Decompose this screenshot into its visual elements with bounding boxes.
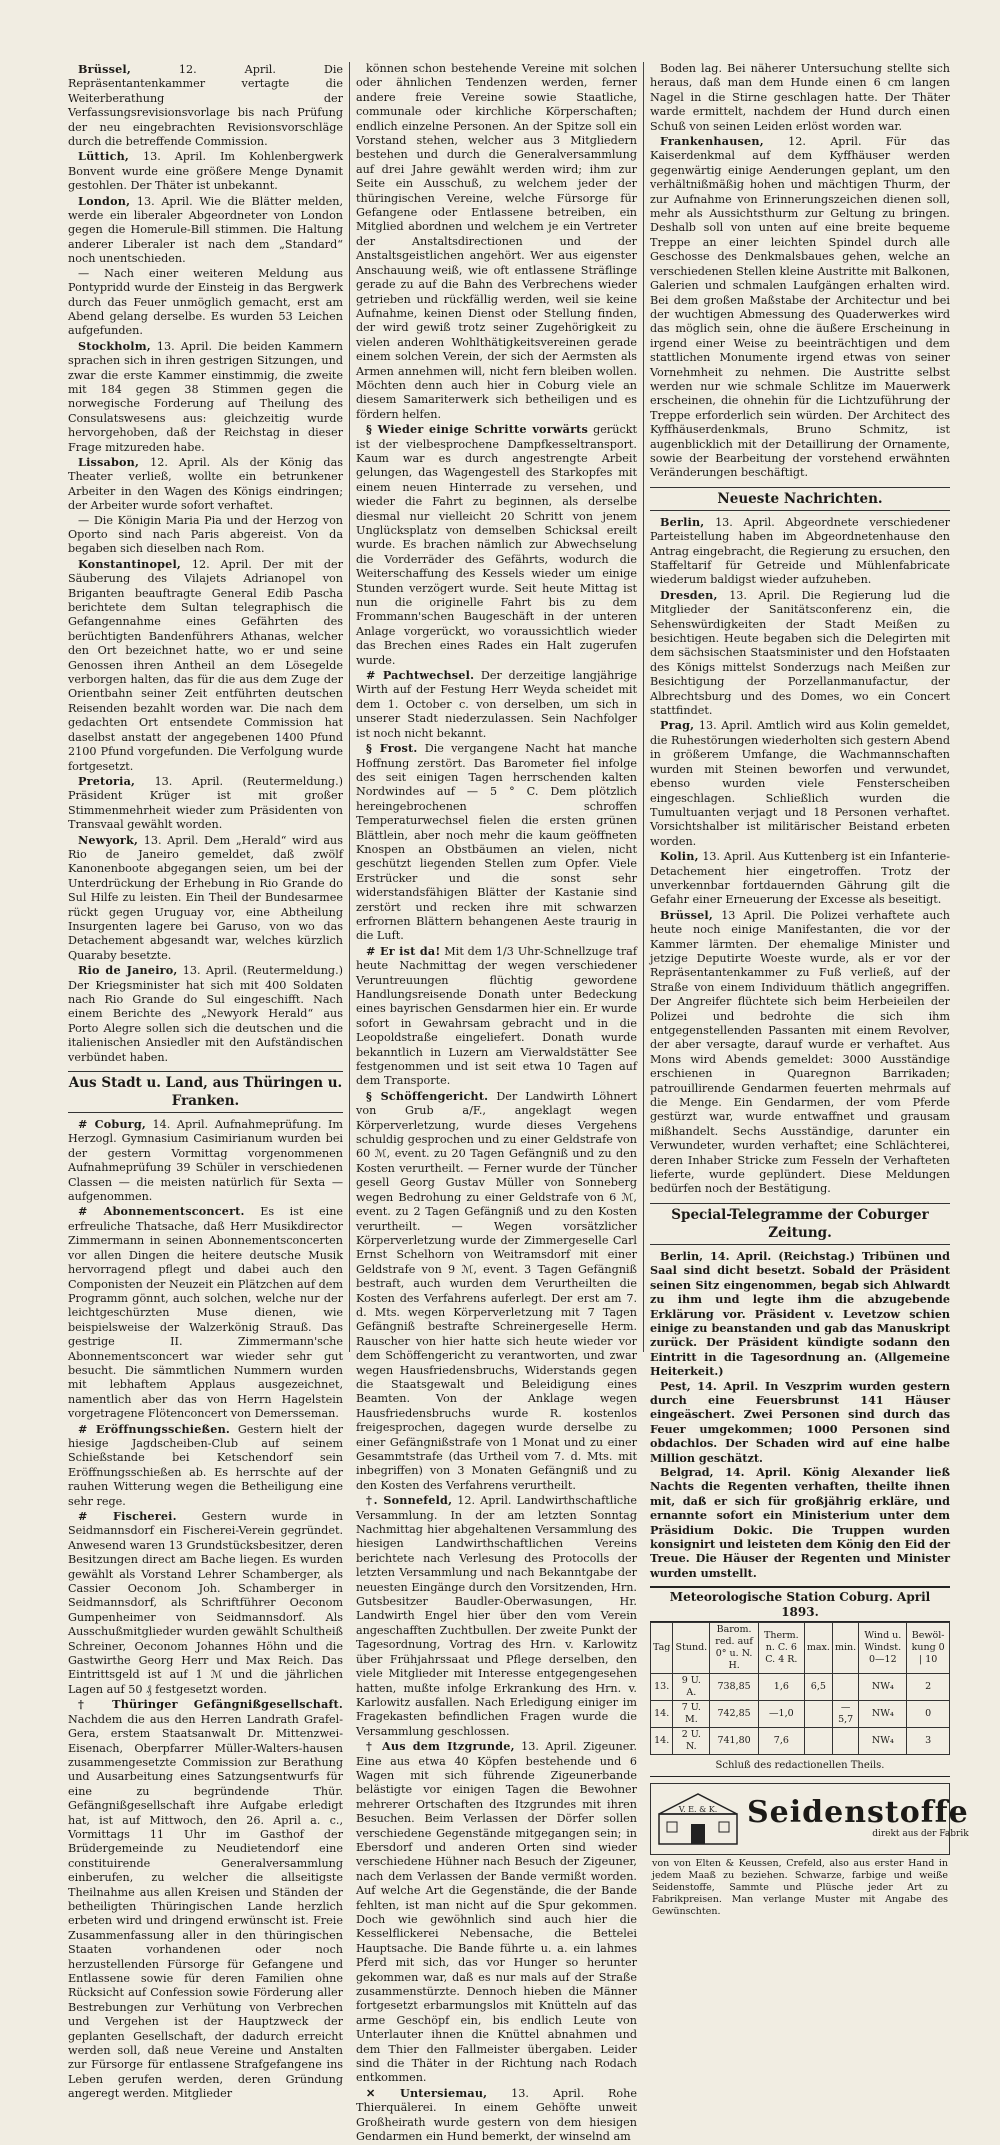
article-paragraph bbox=[356, 1493, 637, 1739]
section-title-latest: Neueste Nachrichten. bbox=[650, 487, 950, 511]
article-text: Gestern wurde in Seidmannsdorf ein Fischerei-Verein gegründet. Anwesend waren 13 Grundstücksbesitzer, deren Besitzungen direct am Bache liegen. Es wurden gewählt als Vorstand Lehrer Schamberger, als Cassier Oeconom Joh. Schamberger in Seidmannsdorf, als Schriftführer Oeconom Gumpenheimer von Seidmannsdorf. Als Ausschußmitglieder wurden gewählt Schultheiß Schreiner, Oeconom Johannes Höhn und die Gastwirthe Georg Herr und Max Reich. Das Eintrittsgeld ist auf 1 ℳ und die jährlichen Lagen auf 50 ₰ festgesetzt worden. bbox=[68, 1510, 344, 1696]
weather-station-title: Meteorologische Station Coburg. April 1893. bbox=[650, 1586, 950, 1622]
weather-cell: —5,7 bbox=[832, 1701, 858, 1728]
article-dateline: Stockholm, bbox=[78, 338, 151, 353]
article-text: 12. April. Der mit der Säuberung des Vilajets Adrianopel von Briganten beauftragte General Edib Pascha berichtete dem Sultan telegraphisch die Gefangennahme eines Gefährten des berüchtigten Bandenführers Athanas, welcher den Ort bezeichnet hatte, wo er und seine Genossen ihren Antheil an dem Lösegelde verborgen halten, das für die aus dem Zuge der Orientbahn seiner Zeit entführten deutschen Reisenden bezahlt worden war. Die nach dem gedachten Ort entsendete Commission hat daselbst anstatt der angegebenen 1400 Pfund 2100 Pfund vorgefunden. Die Verfolgung wurde fortgesetzt. bbox=[68, 557, 344, 773]
article-paragraph bbox=[356, 62, 637, 422]
article-text: 12. April. Landwirthschaftliche Versammlung. In der am letzten Sonntag Nachmittag hier abgehaltenen Versammlung des hiesigen Landwirthschaftlichen Vereins berichtete nach Verlesung des Protocolls der letzten Versammlung und nach Bekanntgabe der neuesten Eingänge durch den Vorsitzenden, Hrn. Gutsbesitzer Baudler-Oberwasungen, Hr. Landwirth Engel hier über den vom Verein angeschafften Zuchtbullen. Der zweite Punkt der Tagesordnung, Vortrag des Hrn. v. Karlowitz über Frühjahrssaat und Pflege derselben, den viele Mitglieder mit Interesse entgegengesehen hatten, mußte infolge Erkrankung des Hrn. v. Karlowitz ausfallen. Nach Erledigung einiger im Fragekasten befindlichen Fragen wurde die Versammlung geschlossen. bbox=[356, 1494, 638, 1738]
article-paragraph bbox=[68, 62, 343, 149]
article-paragraph bbox=[356, 668, 637, 741]
weather-column-header: max. bbox=[804, 1623, 832, 1674]
latest-news-list bbox=[650, 515, 950, 1197]
columns bbox=[68, 62, 969, 2144]
article-dateline: † Thüringer Gefängnißgesellschaft. bbox=[78, 1697, 344, 1712]
article-text: Die vergangene Nacht hat manche Hoffnung zerstört. Das Barometer fiel infolge des seit einigen Tagen herrschenden kalten Nordwindes auf — 5 ° C. Dem plötzlich hereingebrochenen schroffen Temperaturwechsel fielen die ersten grünen Blättlein, aber noch mehr die kaum geöffneten Knospen an Obstbäumen an vielen, nicht geschützt liegenden Stellen zum Opfer. Viele Erstrücker und die sonst sehr widerstandsfähigen Blätter der Kastanie sind zerstört und recken ihre mit schwarzen erfrornen Blättern behangenen Aeste traurig in die Luft. bbox=[356, 742, 638, 943]
article-text: 13. April. Aus Kuttenberg ist ein Infanterie-Detachement hier eingetroffen. Trotz der unverkennbar fortdauernden Gährung gilt die Gefahr einer Erneuerung der Excesse als beseitigt. bbox=[650, 850, 950, 907]
article-paragraph bbox=[650, 62, 950, 134]
weather-cell: NW₄ bbox=[859, 1701, 907, 1728]
article-text: 12. April. Für das Kaiserdenkmal auf dem Kyffhäuser werden gegenwärtig einige Aenderungen geplant, um den verhältnißmäßig hohen und mächtigen Thurm, der zur Aufnahme von Erinnerungszeichen dienen soll, mehr als Aussichtsthurm zur Geltung zu bringen. Deshalb soll von unten auf eine breite bequeme Treppe an einer leichten Spindel durch alle Geschosse des Denkmalsbaues gehen, welche an verschiedenen Stellen kleine Austritte mit Balkonen, Galerien und schmalen Laufgängen erhalten wird. Bei dem großen Maßstabe der Architectur und bei der wuchtigen Abmessung des Quaderwerkes wird das möglich sein, ohne die äußere Erscheinung in irgend einer Weise zu beeinträchtigen und dem stattlichen Monumente irgend etwas von seiner Vornehmheit zu nehmen. Die Austritte selbst werden nur wie schmale Schlitze im Mauerwerk erscheinen, die ohnehin für die Lichtzuführung der Treppe erforderlich sein würden. Der Architect des Kyffhäuserdenkmals, Bruno Schmitz, ist augenblicklich mit der Detaillirung der Ornamente, sowie der Bearbeitung der vorstehend erwähnten Veränderungen beschäftigt. bbox=[650, 135, 950, 480]
local-news-continued bbox=[356, 62, 637, 2145]
article-paragraph bbox=[356, 1739, 637, 2086]
article-dateline: †. Sonnefeld, bbox=[366, 1493, 453, 1508]
weather-column-header: Therm. n. C. 6 C. 4 R. bbox=[758, 1623, 804, 1674]
article-text: 13. April. Die beiden Kammern sprachen sich in ihren gestrigen Sitzungen, und zwar die erste Kammer einstimmig, die zweite mit 184 gegen 38 Stimmen gegen die norwegische Forderung auf Theilung des Consulatswesens aus: gleichzeitig wurde hervorgehoben, daß der Reichstag in dieser Frage mitzureden habe. bbox=[68, 339, 344, 454]
article-dateline: Pretoria, bbox=[78, 773, 136, 788]
telegram-item: Pest, 14. April. In Veszprim wurden gestern durch eine Feuersbrunst 141 Häuser eingeäschert. Zwei Personen sind durch das Feuer umgekommen; 1000 Personen sind obdachlos. Der Schaden wird auf eine halbe Million geschätzt. bbox=[650, 1378, 950, 1465]
article-text: 13. April. Amtlich wird aus Kolin gemeldet, die Ruhestörungen wiederholten sich gestern Abend in größerem Umfange, die Wachmannschaften wurden mit Steinen beworfen und verwundet, ebenso wurden viele Fensterscheiben eingeschlagen. Schließlich wurden die Tumultuanten verjagt und 18 Personen verhaftet. Vorsichtshalber ist militärischer Beistand erbeten worden. bbox=[650, 719, 950, 848]
telegram-list bbox=[650, 1249, 950, 1580]
article-paragraph bbox=[68, 267, 343, 339]
article-text: 13. April. Zigeuner. Eine aus etwa 40 Köpfen bestehende und 6 Wagen mit sich führende Zigeunerbande belästigte vor einigen Tagen die Bewohner mehrerer Ortschaften des Itzgrundes mit ihren Besuchen. Beim Verlassen der Dörfer sollen verschiedene Gegenstände mitgegangen sein; in Ebersdorf und anderen Orten sind wieder verschiedene Hühner nach Besuch der Zigeuner, nach dem Verlassen der Bande vermißt worden. Auf welche Art die Gegenstände, die der Bande fehlten, ist man nicht auf die Spur gekommen. Doch wie gewöhnlich sind auch hier die Kesselflickerei Nebensache, die Bettelei Hauptsache. Die Bande führte u. a. ein lahmes Pferd mit sich, das vor Hunger so herunter gekommen war, daß es nur mals auf der Straße zusammenstürzte. Dennoch hieben die Männer fortgesetzt erbarmungslos mit Knütteln auf das arme Geschöpf ein, bis endlich Leute von Unterlauter ihnen die Knüttel abnahmen und dem Thier den Fallmeister übergaben. Leider sind die Thäter in der Richtung nach Rodach entkommen. bbox=[356, 1740, 638, 2085]
article-dateline: # Er ist da! bbox=[366, 943, 441, 958]
article-text: Es ist eine erfreuliche Thatsache, daß Herr Musikdirector Zimmermann in seinen Abonnementsconcerten vor allen Dingen die heitere deutsche Musik hervorragend pflegt und dabei auch den Componisten der Neuzeit ein Plätzchen auf dem Programm gönnt, auch solchen, welche nur der leichtgeschürzten Muse dienen, wie beispielsweise der Walzerkönig Strauß. Das gestrige II. Zimmermann'sche Abonnementsconcert war wieder sehr gut besucht. Die sämmtlichen Nummern wurden mit lebhaftem Applaus ausgezeichnet, namentlich aber das von Herrn Hagelstein vorgetragene Flötenconcert von Demersseman. bbox=[68, 1205, 344, 1421]
weather-cell bbox=[832, 1728, 858, 1755]
article-dateline: # Coburg, bbox=[78, 1117, 146, 1132]
article-text: — Die Königin Maria Pia und der Herzog von Oporto sind nach Paris abgereist. Von da begaben sich dieselben nach Rom. bbox=[68, 513, 344, 556]
article-paragraph bbox=[68, 833, 343, 964]
article-dateline: # Abonnementsconcert. bbox=[78, 1204, 245, 1219]
article-dateline: § Frost. bbox=[366, 741, 418, 756]
silk-advertisement bbox=[650, 1783, 969, 1855]
weather-cell: 7 U. M. bbox=[673, 1701, 710, 1728]
article-text: 12. April. Die Repräsentantenkammer vertagte die Weiterberathung der Verfassungsrevisionsvorlage bis nach Prüfung der neu eingebrachten Revisionsvorschläge durch die betreffende Commission. bbox=[68, 63, 344, 149]
column-1 bbox=[68, 62, 350, 2101]
weather-cell: 738,85 bbox=[710, 1674, 759, 1701]
section-title-local: Aus Stadt u. Land, aus Thüringen u. Franken. bbox=[68, 1071, 343, 1113]
article-paragraph bbox=[68, 1509, 343, 1697]
article-text: 13. April. Im Kohlenbergwerk Bonvent wurde eine größere Menge Dynamit gestohlen. Der Thäter ist unbekannt. bbox=[68, 150, 344, 193]
weather-cell: 1,6 bbox=[758, 1674, 804, 1701]
article-paragraph bbox=[68, 963, 343, 1065]
article-dateline: Frankenhausen, bbox=[660, 134, 764, 149]
article-paragraph bbox=[650, 908, 950, 1197]
factory-logo-icon bbox=[655, 1788, 741, 1850]
weather-cell: 741,80 bbox=[710, 1728, 759, 1755]
weather-cell: NW₄ bbox=[859, 1728, 907, 1755]
regional-news-list bbox=[650, 62, 950, 481]
logo-lettering: V. E. & K. bbox=[678, 1805, 718, 1815]
article-text: 12. April. Als der König das Theater verließ, wollte ein betrunkener Arbeiter in den Wagen des Königs eindringen; der Arbeiter wurde sofort verhaftet. bbox=[68, 455, 344, 513]
article-paragraph bbox=[68, 774, 343, 833]
weather-cell: 0 bbox=[907, 1701, 950, 1728]
article-dateline: Dresden, bbox=[660, 587, 718, 602]
article-text: — Nach einer weiteren Meldung aus Pontypridd wurde der Einsteig in das Bergwerk durch das Feuer unmöglich gemacht, erst am Abend gelang derselbe. Es wurden 53 Leichen aufgefunden. bbox=[68, 266, 344, 338]
weather-column-header: Stund. bbox=[673, 1623, 710, 1674]
article-text: 14. April. Aufnahmeprüfung. Im Herzogl. Gymnasium Casimirianum wurden bei der gestern Vormittag vorgenommenen Aufnahmeprüfung 39 Schüler in verschiedenen Classen — die meisten natürlich für Sexta — aufgenommen. bbox=[68, 1118, 344, 1204]
weather-column-header: Wind u. Windst. 0—12 bbox=[859, 1623, 907, 1674]
article-text: 13. April. Rohe Thierquälerei. In einem Gehöfte unweit Großheirath wurde gestern von dem hiesigen Gendarmen ein Hund bemerkt, der winselnd am bbox=[356, 2086, 637, 2144]
article-paragraph bbox=[650, 588, 950, 719]
weather-cell: 2 U. N. bbox=[673, 1728, 710, 1755]
weather-cell: 9 U. A. bbox=[673, 1674, 710, 1701]
weather-column-header: min. bbox=[832, 1623, 858, 1674]
article-paragraph bbox=[356, 1089, 637, 1493]
article-paragraph bbox=[68, 1204, 343, 1421]
article-dateline: ✕ Untersiemau, bbox=[366, 2085, 488, 2100]
weather-column-header: Barom. red. auf 0° u. N. H. bbox=[710, 1623, 759, 1674]
weather-column-header: Bewöl-kung 0 | 10 bbox=[907, 1623, 950, 1674]
weather-table-header bbox=[651, 1623, 950, 1674]
article-dateline: # Pachtwechsel. bbox=[366, 668, 475, 683]
article-text: Mit dem 1/3 Uhr-Schnellzuge traf heute Nachmittag der wegen verschiedener Veruntreuungen flüchtig gewordene Handlungsreisende Donath unter Bedeckung eines bayrischen Gensdarmen hier ein. Er wurde sofort in Gewahrsam gebracht und in die Leopoldstraße eingeliefert. Donath wurde bekanntlich in Luzern am Vierwaldstätter See festgenommen und ist seit etwa 10 Tagen auf dem Transporte. bbox=[356, 944, 637, 1088]
article-dateline: Newyork, bbox=[78, 832, 139, 847]
article-paragraph bbox=[650, 515, 950, 588]
weather-cell: 2 bbox=[907, 1674, 950, 1701]
article-text: Boden lag. Bei näherer Untersuchung stellte sich heraus, daß man dem Hunde einen 6 cm langen Nagel in die Stirne geschlagen hatte. Der Thäter warde ermittelt, nachdem der Hund durch einen Schuß von seinen Leiden erlöst worden war. bbox=[650, 62, 950, 133]
ad-headline: Seidenstoffe bbox=[747, 1795, 969, 1831]
article-dateline: † Aus dem Itzgrunde, bbox=[366, 1739, 515, 1754]
article-paragraph bbox=[68, 455, 343, 514]
weather-cell: 7,6 bbox=[758, 1728, 804, 1755]
article-paragraph bbox=[650, 849, 950, 908]
article-paragraph bbox=[68, 339, 343, 455]
ad-body: von von Elten & Keussen, Crefeld, also aus erster Hand in jedem Maaß zu beziehen. Schwarze, farbige und weiße Seidenstoffe, Sammte und Plüsche jeder Art zu Fabrikpreisen. Man verlange Muster mit Angabe des Gewünschten. bbox=[652, 1858, 948, 1918]
article-text: können schon bestehende Vereine mit solchen oder ähnlichen Tendenzen werden, ferner andere freie Vereine sowie Staatliche, communale oder kirchliche Körperschaften; endlich einzelne Personen. An der Spitze soll ein Vorstand stehen, welcher aus 3 Mitgliedern bestehen und durch die Generalversammlung auf drei Jahre gewählt werden wird; ihm zur Seite ein Ausschuß, zu welchem jeder der thüringischen Vereine, welche Fürsorge für Gefangene oder Entlassene betreiben, ein Mitglied abordnen und welchem je ein Vertreter der Anstaltsdirectionen und der Anstaltsgeistlichen angehört. Wer aus eigenster Anschauung weiß, wie oft entlassene Sträflinge gerade zu auf die Bahn des Verbrechens wieder getrieben und rückfällig werden, weil sie keine Aufnahme, keinen Dienst oder Stellung finden, der wird gewiß trotz seiner Zugehörigkeit zu vielen anderen Wohlthätigkeitsvereinen gerade einem solchen Verein, der sich der Aermsten als Armen annehmen will, nicht fern bleiben wollen. Möchten denn auch hier in Coburg viele an diesem Samariterwerk sich betheiligen und es fördern helfen. bbox=[356, 62, 637, 421]
telegram-item: Belgrad, 14. April. König Alexander ließ Nachts die Regenten verhaften, theilte ihnen mit, daß er sich für großjährig erkläre, und ernannte sofort ein Ministerium unter dem Präsidium Dokic. Die Truppen wurden konsignirt und leisteten dem König den Eid der Treue. Die Häuser der Regenten und Minister wurden umstellt. bbox=[650, 1464, 950, 1580]
weather-column-header: Tag bbox=[651, 1623, 673, 1674]
weather-cell: 742,85 bbox=[710, 1701, 759, 1728]
ad-tagline: direkt aus der Fabrik bbox=[872, 1829, 969, 1840]
foreign-news-list bbox=[68, 62, 343, 1065]
article-dateline: § Wieder einige Schritte vorwärts bbox=[366, 422, 589, 437]
weather-cell: —1,0 bbox=[758, 1701, 804, 1728]
article-paragraph bbox=[650, 718, 950, 849]
article-text: Nachdem die aus den Herren Landrath Grafel-Gera, erstem Staatsanwalt Dr. Mittenzwei-Eisenach, Oberpfarrer Müller-Walters-hausen zusammengesetzte Commission zur Berathung und Ausarbeitung eines Satzungsentwurfs für eine zu begründende Thür. Gefängnißgesellschaft ihre Aufgabe erledigt hat, ist auf Mittwoch, den 26. April a. c., Vormittags 11 Uhr im Gasthof der Brüdergemeinde zu Neudietendorf eine constituirende Generalversammlung einberufen, zu welcher die allseitigste Theilnahme aus allen Kreisen und Ständen der betheiligten Thüringischen Lande herzlich erbeten wird und dringend erwünscht ist. Freie Zusammenfassung aller in den thüringischen Staaten vorhandenen oder noch herzustellenden Fürsorge für Gefangene und Entlassene sowie für deren Familien ohne Rücksicht auf Confession sowie Förderung aller Bestrebungen zur Verhütung von Verbrechen und Vergehen ist der Hauptzweck der geplanten Gesellschaft, der dadurch erreicht werden soll, daß neue Vereine und Anstalten zur Fürsorge für entlassene Strafgefangene ins Leben gerufen werden, deren Gründung angeregt werden. Mitglieder bbox=[68, 1712, 344, 2101]
article-text: 13. April. (Reutermeldung.) Präsident Krüger ist mit großer Stimmenmehrheit wieder zum Präsidenten von Transvaal gewählt worden. bbox=[68, 774, 344, 832]
weather-cell bbox=[804, 1701, 832, 1728]
article-paragraph bbox=[68, 557, 343, 774]
article-dateline: Konstantinopel, bbox=[78, 556, 182, 571]
weather-row bbox=[651, 1674, 950, 1701]
article-text: 13. April. Die Regierung lud die Mitglieder der Sanitätsconferenz ein, die Sehenswürdigkeiten der Stadt Meißen zu besichtigen. Heute begaben sich die Delegirten mit dem sächsischen Staatsminister und den Hofstaaten des Königs mittelst Sonderzugs nach Meißen zur Besichtigung der Porzellanmanufactur, der Albrechtsburg und des Domes, wo ein Concert stattfindet. bbox=[650, 588, 951, 718]
article-paragraph bbox=[650, 134, 950, 481]
weather-cell bbox=[832, 1674, 858, 1701]
article-paragraph bbox=[68, 514, 343, 557]
weather-row bbox=[651, 1728, 950, 1755]
article-paragraph bbox=[356, 2086, 637, 2145]
article-dateline: Berlin, bbox=[660, 514, 705, 529]
article-paragraph bbox=[356, 944, 637, 1089]
article-text: 13. April. (Reutermeldung.) Der Kriegsminister hat sich mit 400 Soldaten nach Rio Grande do Sul eingeschifft. Nach einem Berichte des „Newyork Herald“ aus Porto Alegre sollen sich die deutschen und die italienischen Ansiedler mit den Aufständischen verbündet haben. bbox=[68, 964, 344, 1064]
article-dateline: London, bbox=[78, 193, 131, 208]
weather-row bbox=[651, 1701, 950, 1728]
weather-table-body bbox=[651, 1674, 950, 1755]
article-text: Der derzeitige langjährige Wirth auf der Festung Herr Weyda scheidet mit dem 1. October c. von derselben, um sich in unserer Stadt niederzulassen. Sein Nachfolger ist noch nicht bekannt. bbox=[356, 669, 637, 740]
article-paragraph bbox=[68, 1422, 343, 1509]
article-text: Der Landwirth Löhnert von Grub a/F., angeklagt wegen Körperverletzung, wurde dieses Vergehens schuldig gesprochen und zu einer Geldstrafe von 60 ℳ, event. zu 20 Tagen Gefängniß und zu den Kosten verurtheilt. — Ferner wurde der Tüncher gesell Georg Gustav Müller von Sonneberg wegen Bedrohung zu einer Geldstrafe von 6 ℳ, event. zu 2 Tagen Gefängniß und zu den Kosten verurtheilt. — Wegen vorsätzlicher Körperverletzung wurde der Zimmergeselle Carl Ernst Schelhorn von Weitramsdorf mit einer Geldstrafe von 9 ℳ, event. 3 Tagen Gefängniß bestraft, auch wurden dem Verurtheilten die Kosten des Verfahrens auferlegt. Der erst am 7. d. Mts. wegen Körperverletzung mit 7 Tagen Gefängniß bestrafte Schreinergeselle Herm. Rauscher von hier hatte sich heute wieder vor dem Schöffengericht zu verantworten, und zwar wegen Hausfriedensbruchs, Widerstands gegen die Staatsgewalt und Beleidigung eines Beamten. Von der Anklage wegen Hausfriedensbruchs wurde R. kostenlos freigesprochen, dagegen wurde derselbe zu einer Gefängnißstrafe von 1 Monat und zu einer Gesammtstrafe (das Urtheil vom 7. d. Mts. mit inbegriffen) von 3 Monaten Gefängniß und zu den Kosten des Verfahrens verurtheilt. bbox=[356, 1089, 637, 1492]
article-paragraph bbox=[68, 1117, 343, 1204]
article-text: gerückt ist der vielbesprochene Dampfkesseltransport. Kaum war es durch angestrengte Arbeit gelungen, das Wagengestell des Starkopfes mit einem neuen Hinterrade zu versehen, und wieder die Fahrt zu beginnen, als derselbe diesmal nur vielleicht 20 Schritt von jenem Unglücksplatz von demselben Schicksal ereilt wurde. Es brachen nämlich zur Abwechselung die Vorderräder des Gefährts, wodurch die Weiterschaffung des Kessels wieder um einige Stunden verzögert wurde. Seit heute Mittag ist nun die originelle Fahrt bis zu dem Frommann'schen Baugeschäft in der unteren Anlage vorgerückt, wo voraussichtlich wieder das Brechen eines Rades ein Halt zugerufen wurde. bbox=[356, 423, 637, 667]
editorial-end-note: Schluß des redactionellen Theils. bbox=[650, 1759, 950, 1777]
article-text: Gestern hielt der hiesige Jagdscheiben-Club auf seinem Schießstande bei Ketschendorf sein Eröffnungsschießen ab. Es herrschte auf der rauhen Witterung wegen die Betheiligung eine sehr rege. bbox=[68, 1422, 344, 1508]
article-paragraph bbox=[68, 1697, 343, 2101]
column-3 bbox=[644, 62, 969, 1918]
article-dateline: Lüttich, bbox=[78, 149, 130, 164]
article-text: 13. April. Dem „Herald“ wird aus Rio de Janeiro gemeldet, daß zwölf Kanonenboote abgegangen seien, um bei der Unterdrückung der Erhebung in Rio Grande do Sul Hilfe zu leisten. Ein Theil der Bundesarmee rückt gegen Uruguay vor, eine Abtheilung Insurgenten lagere bei Garuso, von wo das Detachement abgesandt war, welches kürzlich Quaraby besetzte. bbox=[68, 833, 344, 962]
weather-cell: NW₄ bbox=[859, 1674, 907, 1701]
weather-cell bbox=[804, 1728, 832, 1755]
article-text: 13. April. Abgeordnete verschiedener Parteistellung haben im Abgeordnetenhause den Antrag eingebracht, die Regierung zu ersuchen, den Staffeltarif für Getreide und Mühlenfabricate wiederum baldigst wieder aufzuheben. bbox=[650, 515, 950, 587]
telegram-item: Berlin, 14. April. (Reichstag.) Tribünen und Saal sind dicht besetzt. Sobald der Präsident seinen Sitz eingenommen, begab sich Ahlwardt zu ihm und legte ihm die abzugebende Erklärung vor. Präsident v. Levetzow schien einige zu beanstanden und gab das Manuskript zurück. Der Präsident kündigte sodann den Eintritt in die Tagesordnung an. (Allgemeine Heiterkeit.) bbox=[650, 1248, 950, 1379]
article-dateline: Brüssel, bbox=[78, 62, 131, 76]
article-text: 13 April. Die Polizei verhaftete auch heute noch einige Manifestanten, die vor der Kammer lärmten. Der ehemalige Minister und jetzige Deputirte Woeste wurde, als er vor der Repräsentantenkammer zu Fuß verließ, auf der Straße von einem Individuum thätlich angegriffen. Der Angreifer flüchtete sich beim Herbeieilen der Polizei und bedrohte die sich ihm entgegenstellenden Passanten mit einem Revolver, der aber versagte, darauf wurde er verhaftet. Aus Mons wird Abends gemeldet: 3000 Ausständige erschienen in Quaregnon Barrikaden; patrouillirende Gendarmen feuerten mehrmals auf die Menge. Ein Gendarmen, der vom Pferde gestürzt war, wurde entwaffnet und grausam mißhandelt. Sechs Ausständige, darunter ein Verwundeter, wurden verhaftet; eine Schlächterei, deren Inhaber Stricke zum Fesseln der Verhafteten lieferte, wurde geplündert. Diese Meldungen bedürfen noch der Bestätigung. bbox=[650, 908, 950, 1196]
ad-content bbox=[747, 1797, 969, 1841]
article-dateline: Prag, bbox=[660, 718, 695, 733]
article-dateline: Rio de Janeiro, bbox=[78, 963, 178, 978]
weather-station-box bbox=[650, 1586, 950, 1755]
article-text: 13. April. Wie die Blätter melden, werde ein liberaler Abgeordneter von London gegen die Homerule-Bill stimmen. Die Haltung anderer Liberaler ist nach dem „Standard“ noch unentschieden. bbox=[68, 194, 344, 266]
article-dateline: Lissabon, bbox=[78, 454, 140, 469]
weather-cell: 14. bbox=[651, 1701, 673, 1728]
weather-cell: 13. bbox=[651, 1674, 673, 1701]
weather-cell: 6,5 bbox=[804, 1674, 832, 1701]
local-news-list bbox=[68, 1117, 343, 2102]
article-dateline: # Eröffnungsschießen. bbox=[78, 1421, 231, 1436]
weather-cell: 14. bbox=[651, 1728, 673, 1755]
section-title-telegrams: Special-Telegramme der Coburger Zeitung. bbox=[650, 1203, 950, 1245]
article-dateline: # Fischerei. bbox=[78, 1509, 177, 1523]
article-paragraph bbox=[68, 194, 343, 267]
article-paragraph bbox=[356, 741, 637, 944]
article-dateline: Brüssel, bbox=[660, 907, 713, 922]
column-2 bbox=[350, 62, 644, 2144]
weather-cell: 3 bbox=[907, 1728, 950, 1755]
article-paragraph bbox=[68, 149, 343, 193]
article-dateline: § Schöffengericht. bbox=[366, 1088, 489, 1103]
article-paragraph bbox=[356, 422, 637, 668]
weather-table bbox=[650, 1622, 950, 1755]
article-dateline: Kolin, bbox=[660, 849, 699, 864]
